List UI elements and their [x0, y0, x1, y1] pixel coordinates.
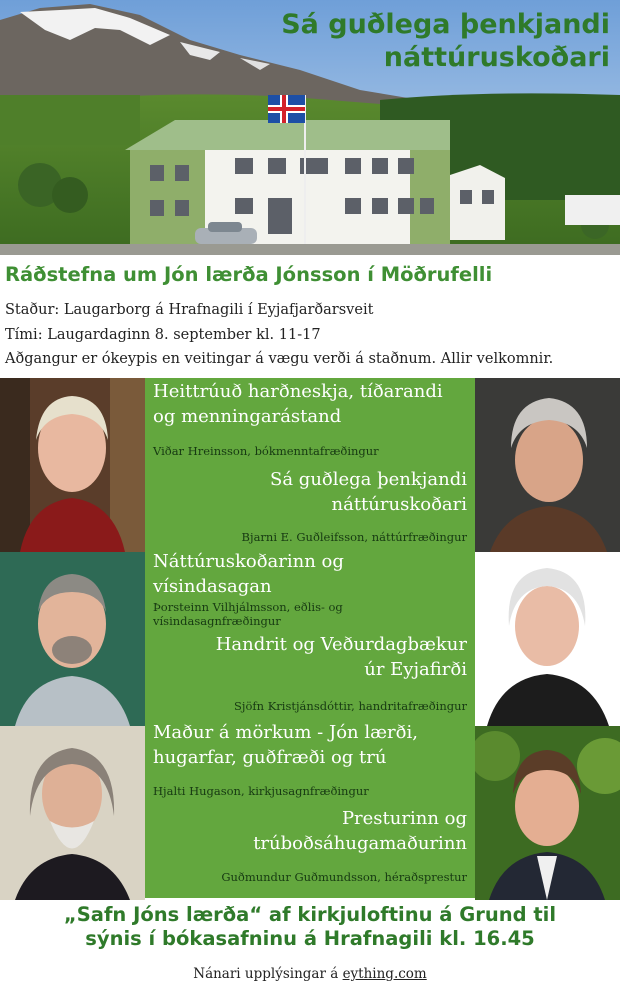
time-text: Tími: Laugardaginn 8. september kl. 11-17: [5, 326, 321, 343]
talk-2-title: [270, 467, 467, 517]
hero-title-line2: náttúruskoðari: [383, 42, 610, 73]
venue-text: Staður: Laugarborg á Hrafnagili í Eyjafjarðarsveit: [5, 302, 374, 318]
talk-3-title: [153, 549, 344, 599]
talk-5-title-line1: Maður á mörkum - Jón lærði,: [153, 722, 418, 743]
talk-1-speaker: Viðar Hreinsson, bókmenntafræðingur: [153, 444, 379, 458]
hero-banner: [0, 0, 620, 255]
talk-4-speaker: Sjöfn Kristjánsdóttir, handritafræðingur: [234, 699, 467, 713]
talk-4-title-line2: úr Eyjafirði: [364, 659, 467, 680]
speaker-photo-bjarni: [475, 378, 620, 552]
speaker-photo-sjofn: [475, 552, 620, 726]
more-info-prefix: Nánari upplýsingar á: [193, 966, 339, 982]
talk-3-speaker-line1: Þorsteinn Vilhjálmsson, eðlis- og: [153, 600, 343, 614]
hero-title-line1: Sá guðlega þenkjandi: [281, 9, 610, 40]
conference-info: [5, 298, 617, 372]
talk-1-title-line2: og menningarástand: [153, 406, 342, 427]
speaker-photo-vidar: [0, 378, 145, 552]
talks-panel: [0, 378, 620, 898]
hero-title: [281, 8, 610, 74]
talk-1-title: [153, 379, 443, 429]
website-link[interactable]: eything.com: [342, 966, 427, 982]
admission-text: Aðgangur er ókeypis en veitingar á vægu verði á staðnum. Allir velkomnir.: [5, 351, 554, 367]
talk-5-title: [153, 720, 418, 770]
talk-5-speaker: Hjalti Hugason, kirkjusagnfræðingur: [153, 784, 369, 798]
talk-6-title-line2: trúboðsáhugamaðurinn: [253, 833, 467, 854]
talk-2-speaker: Bjarni E. Guðleifsson, náttúrfræðingur: [241, 530, 467, 544]
talk-6-title: [253, 806, 467, 856]
talk-3-speaker-line2: vísindasagnfræðingur: [153, 614, 281, 628]
exhibition-title-line2: sýnis í bókasafninu á Hrafnagili kl. 16.45: [85, 927, 535, 950]
talk-6-title-line1: Presturinn og: [341, 808, 467, 829]
talk-5-title-line2: hugarfar, guðfræði og trú: [153, 747, 387, 768]
talk-3-speaker: [153, 600, 343, 628]
speaker-photo-hjalti: [0, 726, 145, 900]
more-info: [0, 966, 620, 982]
talk-4-title: [216, 632, 467, 682]
conference-title: Ráðstefna um Jón lærða Jónsson í Möðrufelli: [5, 263, 493, 286]
talk-3-title-line2: vísindasagan: [153, 576, 272, 597]
exhibition-title-line1: „Safn Jóns lærða“ af kirkjuloftinu á Grund til: [63, 903, 557, 926]
talk-1-title-line1: Heittrúuð harðneskja, tíðarandi: [153, 381, 443, 402]
speaker-photo-thorsteinn: [0, 552, 145, 726]
talk-2-title-line1: Sá guðlega þenkjandi: [270, 469, 467, 490]
exhibition-title: [0, 903, 620, 951]
talk-3-title-line1: Náttúruskoðarinn og: [153, 551, 344, 572]
speaker-photo-gudmundur: [475, 726, 620, 900]
talk-2-title-line2: náttúruskoðari: [331, 494, 467, 515]
talk-4-title-line1: Handrit og Veðurdagbækur: [215, 634, 467, 655]
talk-6-speaker: Guðmundur Guðmundsson, héraðsprestur: [221, 870, 467, 884]
